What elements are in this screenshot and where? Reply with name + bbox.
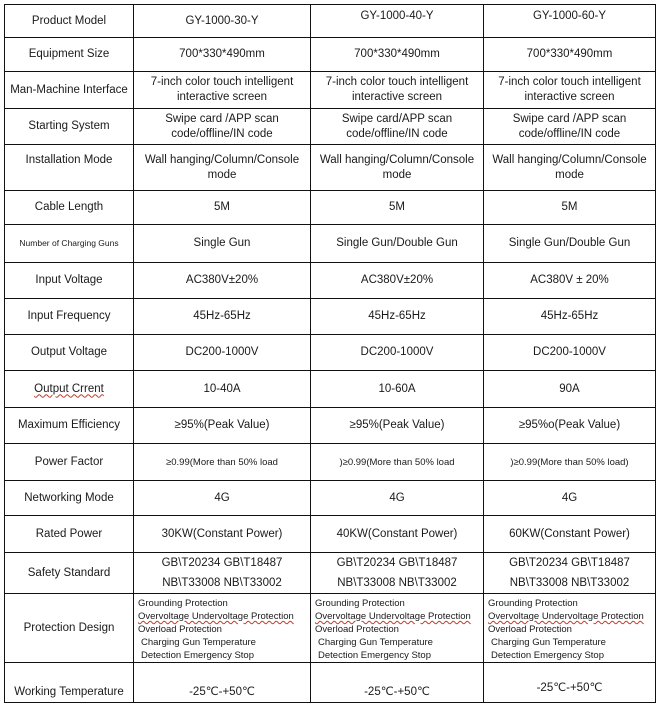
value-cell: DC200-1000V [311, 335, 484, 371]
value-cell: ≥0.99(More than 50% load [134, 444, 311, 481]
value-cell [134, 109, 311, 145]
value-cell: Single Gun/Double Gun [484, 225, 656, 263]
value-cell: 5M [311, 191, 484, 225]
value-line: NB\T33008 NB\T33002 [162, 577, 282, 589]
value-cell: AC380V±20% [134, 263, 311, 299]
value-cell: AC380V±20% [311, 263, 484, 299]
value-cell: 700*330*490mm [134, 38, 311, 72]
value-line: Overvoltage Undervoltage Protection [315, 611, 471, 622]
value-line: GB\T20234 GB\T18487 [336, 557, 458, 569]
value-line: NB\T33008 NB\T33002 [337, 577, 457, 589]
value-cell: Single Gun [134, 225, 311, 263]
value-line: Swipe card /APP scan [165, 112, 279, 125]
value-cell: DC200-1000V [484, 335, 656, 371]
table-row [5, 109, 656, 145]
table-row [5, 594, 656, 663]
table-row [5, 299, 656, 335]
row-label: Cable Length [5, 191, 134, 225]
value-cell: 5M [484, 191, 656, 225]
value-cell: 5M [134, 191, 311, 225]
value-cell: ≥95%o(Peak Value) [484, 408, 656, 444]
table-row [5, 145, 656, 191]
value-cell: 60KW(Constant Power) [484, 516, 656, 553]
table-row [5, 516, 656, 553]
table-row [5, 371, 656, 408]
value-cell: 4G [134, 481, 311, 516]
value-line: Overvoltage Undervoltage Protection [138, 611, 294, 622]
model-cell: GY-1000-30-Y [134, 5, 311, 38]
row-label: Maximum Efficiency [5, 408, 134, 444]
value-cell: 10-40A [134, 371, 311, 408]
value-cell: ≥95%(Peak Value) [311, 408, 484, 444]
value-line: Wall hanging/Column/Console [492, 153, 647, 166]
value-line: interactive screen [176, 91, 268, 103]
value-cell [134, 553, 311, 594]
protection-cell [134, 594, 311, 663]
protection-cell [311, 594, 484, 663]
value-cell [311, 145, 484, 191]
table-row [5, 553, 656, 594]
row-label: Rated Power [5, 516, 134, 553]
value-cell: 4G [484, 481, 656, 516]
row-label-text: Output Crrent [34, 382, 104, 395]
table-row [5, 444, 656, 481]
value-cell [484, 109, 656, 145]
value-line: Detection Emergency Stop [141, 650, 255, 661]
value-line: 7-inch color touch intelligent [498, 76, 641, 88]
row-label: Power Factor [5, 444, 134, 481]
row-label: Safety Standard [5, 553, 134, 594]
value-cell [484, 145, 656, 191]
value-cell: -25℃-+50℃ [134, 663, 311, 703]
value-line: GB\T20234 GB\T18487 [509, 557, 630, 569]
value-cell: 700*330*490mm [311, 38, 484, 72]
value-cell [311, 553, 484, 594]
value-line: code/offline/IN code [346, 127, 448, 140]
value-line: mode [207, 168, 237, 181]
value-line: Wall hanging/Column/Console [319, 153, 475, 166]
value-line: Overload Protection [315, 624, 399, 635]
row-label: Networking Mode [5, 481, 134, 516]
value-cell: AC380V ± 20% [484, 263, 656, 299]
value-cell: -25℃-+50℃ [311, 663, 484, 703]
value-line: Detection Emergency Stop [318, 650, 432, 661]
table-row [5, 191, 656, 225]
value-line: Overload Protection [138, 624, 222, 635]
value-line: Overvoltage Undervoltage Protection [488, 611, 644, 622]
value-cell: 90A [484, 371, 656, 408]
row-label: Number of Charging Guns [5, 225, 134, 263]
value-line: Grounding Protection [138, 598, 228, 609]
value-line: interactive screen [351, 91, 443, 103]
table-row [5, 263, 656, 299]
row-label [5, 371, 134, 408]
row-label: Input Voltage [5, 263, 134, 299]
value-cell [484, 553, 656, 594]
table-row [5, 663, 656, 703]
row-label: Man-Machine Interface [5, 72, 134, 109]
model-cell: GY-1000-60-Y [484, 5, 656, 38]
table-row [5, 481, 656, 516]
row-label: Equipment Size [5, 38, 134, 72]
value-line: Overload Protection [488, 624, 572, 635]
row-label: Output Voltage [5, 335, 134, 371]
table-row [5, 72, 656, 109]
value-line: 7-inch color touch intelligent [325, 76, 469, 88]
model-cell: GY-1000-40-Y [311, 5, 484, 38]
value-line: Wall hanging/Column/Console [144, 153, 300, 166]
spec-table [4, 4, 656, 703]
row-label: Installation Mode [5, 145, 134, 191]
value-line: GB\T20234 GB\T18487 [161, 557, 283, 569]
value-cell [134, 145, 311, 191]
value-cell: 4G [311, 481, 484, 516]
value-line: mode [382, 168, 412, 181]
table-row [5, 38, 656, 72]
value-cell: 700*330*490mm [484, 38, 656, 72]
value-cell: 10-60A [311, 371, 484, 408]
value-cell: )≥0.99(More than 50% load) [484, 444, 656, 481]
value-cell: 40KW(Constant Power) [311, 516, 484, 553]
value-line: Detection Emergency Stop [491, 650, 605, 661]
value-cell: ≥95%(Peak Value) [134, 408, 311, 444]
value-line: Charging Gun Temperature [141, 637, 256, 648]
row-label: Input Frequency [5, 299, 134, 335]
value-line: interactive screen [524, 91, 615, 103]
table-row-product-model [5, 5, 656, 38]
row-label: Starting System [5, 109, 134, 145]
value-cell [311, 109, 484, 145]
value-cell: 45Hz-65Hz [484, 299, 656, 335]
protection-cell [484, 594, 656, 663]
table-row [5, 408, 656, 444]
value-cell: 45Hz-65Hz [134, 299, 311, 335]
value-cell [484, 72, 656, 109]
table-row [5, 335, 656, 371]
value-line: 7-inch color touch intelligent [150, 76, 294, 88]
value-line: Swipe card/APP scan [341, 112, 453, 125]
value-line: code/offline/IN code [518, 127, 621, 140]
value-line: Grounding Protection [315, 598, 405, 609]
value-cell: 45Hz-65Hz [311, 299, 484, 335]
row-label: Working Temperature [5, 663, 134, 703]
value-cell: DC200-1000V [134, 335, 311, 371]
value-cell: 30KW(Constant Power) [134, 516, 311, 553]
value-line: mode [555, 168, 584, 181]
value-line: Charging Gun Temperature [491, 637, 606, 648]
value-line: Swipe card /APP scan [512, 112, 627, 125]
value-line: NB\T33008 NB\T33002 [509, 577, 630, 589]
row-label: Protection Design [5, 594, 134, 663]
table-row [5, 225, 656, 263]
value-cell [311, 72, 484, 109]
value-cell: Single Gun/Double Gun [311, 225, 484, 263]
value-cell: )≥0.99(More than 50% load [311, 444, 484, 481]
row-label: Product Model [5, 5, 134, 38]
value-line: Charging Gun Temperature [318, 637, 433, 648]
value-line: Grounding Protection [488, 598, 578, 609]
value-cell [134, 72, 311, 109]
value-cell: -25℃-+50℃ [484, 663, 656, 703]
value-line: code/offline/IN code [171, 127, 273, 140]
